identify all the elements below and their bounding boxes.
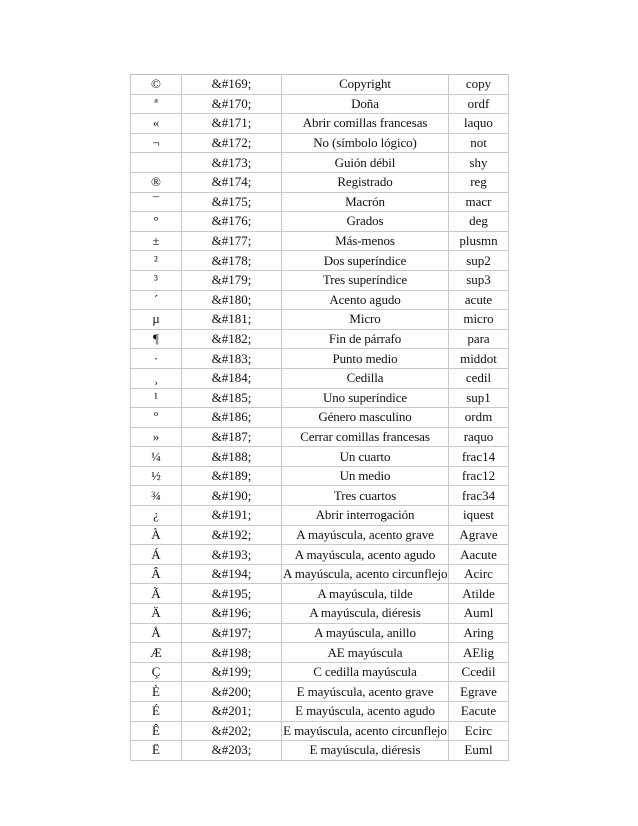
numeric-code-cell: &#174; xyxy=(182,172,282,192)
table-row xyxy=(131,251,509,271)
character-cell: Ä xyxy=(131,604,182,624)
description-cell: Cerrar comillas francesas xyxy=(282,427,449,447)
description-cell: C cedilla mayúscula xyxy=(282,662,449,682)
numeric-code-cell: &#176; xyxy=(182,212,282,232)
table-row xyxy=(131,486,509,506)
description-cell: AE mayúscula xyxy=(282,643,449,663)
character-cell: Â xyxy=(131,564,182,584)
character-cell: ¶ xyxy=(131,329,182,349)
entity-name-cell: Acirc xyxy=(449,564,509,584)
character-cell: ¹ xyxy=(131,388,182,408)
description-cell: Cedilla xyxy=(282,368,449,388)
description-cell: Registrado xyxy=(282,172,449,192)
table-row xyxy=(131,604,509,624)
entity-name-cell: Aring xyxy=(449,623,509,643)
table-row xyxy=(131,153,509,173)
table-row xyxy=(131,525,509,545)
character-cell: ³ xyxy=(131,270,182,290)
entity-name-cell: plusmn xyxy=(449,231,509,251)
table-row xyxy=(131,427,509,447)
table-row xyxy=(131,172,509,192)
description-cell: A mayúscula, acento grave xyxy=(282,525,449,545)
character-cell: ¾ xyxy=(131,486,182,506)
description-cell: E mayúscula, acento grave xyxy=(282,682,449,702)
numeric-code-cell: &#175; xyxy=(182,192,282,212)
numeric-code-cell: &#178; xyxy=(182,251,282,271)
numeric-code-cell: &#202; xyxy=(182,721,282,741)
entity-name-cell: Atilde xyxy=(449,584,509,604)
character-cell: ¬ xyxy=(131,133,182,153)
table-row xyxy=(131,290,509,310)
character-cell: » xyxy=(131,427,182,447)
numeric-code-cell: &#188; xyxy=(182,447,282,467)
character-cell: Ç xyxy=(131,662,182,682)
entity-name-cell: cedil xyxy=(449,368,509,388)
numeric-code-cell: &#179; xyxy=(182,270,282,290)
entity-name-cell: copy xyxy=(449,75,509,95)
table-row xyxy=(131,643,509,663)
description-cell: Género masculino xyxy=(282,408,449,428)
numeric-code-cell: &#181; xyxy=(182,310,282,330)
numeric-code-cell: &#177; xyxy=(182,231,282,251)
numeric-code-cell: &#189; xyxy=(182,466,282,486)
numeric-code-cell: &#183; xyxy=(182,349,282,369)
table-row xyxy=(131,564,509,584)
character-cell xyxy=(131,153,182,173)
description-cell: E mayúscula, acento agudo xyxy=(282,702,449,722)
description-cell: E mayúscula, acento circunflejo xyxy=(282,721,449,741)
description-cell: Macrón xyxy=(282,192,449,212)
numeric-code-cell: &#191; xyxy=(182,506,282,526)
table-row xyxy=(131,447,509,467)
table-row xyxy=(131,623,509,643)
table-row xyxy=(131,368,509,388)
character-cell: º xyxy=(131,408,182,428)
description-cell: Punto medio xyxy=(282,349,449,369)
table-row xyxy=(131,329,509,349)
character-cell: ¸ xyxy=(131,368,182,388)
numeric-code-cell: &#192; xyxy=(182,525,282,545)
numeric-code-cell: &#198; xyxy=(182,643,282,663)
table-row xyxy=(131,114,509,134)
description-cell: Un medio xyxy=(282,466,449,486)
character-cell: ½ xyxy=(131,466,182,486)
numeric-code-cell: &#203; xyxy=(182,741,282,761)
numeric-code-cell: &#193; xyxy=(182,545,282,565)
entity-name-cell: middot xyxy=(449,349,509,369)
table-row xyxy=(131,94,509,114)
numeric-code-cell: &#197; xyxy=(182,623,282,643)
entity-name-cell: Euml xyxy=(449,741,509,761)
entity-name-cell: shy xyxy=(449,153,509,173)
numeric-code-cell: &#196; xyxy=(182,604,282,624)
character-cell: © xyxy=(131,75,182,95)
description-cell: Abrir interrogación xyxy=(282,506,449,526)
entity-name-cell: AElig xyxy=(449,643,509,663)
entity-name-cell: iquest xyxy=(449,506,509,526)
numeric-code-cell: &#182; xyxy=(182,329,282,349)
table-row xyxy=(131,721,509,741)
table-row xyxy=(131,408,509,428)
description-cell: E mayúscula, diéresis xyxy=(282,741,449,761)
entity-name-cell: frac34 xyxy=(449,486,509,506)
entity-name-cell: micro xyxy=(449,310,509,330)
description-cell: Dos superíndice xyxy=(282,251,449,271)
character-cell: È xyxy=(131,682,182,702)
numeric-code-cell: &#194; xyxy=(182,564,282,584)
description-cell: Doña xyxy=(282,94,449,114)
html-entities-table xyxy=(130,74,509,761)
character-cell: Ê xyxy=(131,721,182,741)
numeric-code-cell: &#170; xyxy=(182,94,282,114)
table-row xyxy=(131,192,509,212)
description-cell: A mayúscula, diéresis xyxy=(282,604,449,624)
numeric-code-cell: &#190; xyxy=(182,486,282,506)
table-row xyxy=(131,682,509,702)
description-cell: Un cuarto xyxy=(282,447,449,467)
table-row xyxy=(131,231,509,251)
character-cell: µ xyxy=(131,310,182,330)
numeric-code-cell: &#195; xyxy=(182,584,282,604)
table-row xyxy=(131,270,509,290)
description-cell: Micro xyxy=(282,310,449,330)
description-cell: Guión débil xyxy=(282,153,449,173)
entity-name-cell: Ecirc xyxy=(449,721,509,741)
table-row xyxy=(131,212,509,232)
character-cell: ¿ xyxy=(131,506,182,526)
entity-name-cell: Auml xyxy=(449,604,509,624)
description-cell: Grados xyxy=(282,212,449,232)
description-cell: Más-menos xyxy=(282,231,449,251)
numeric-code-cell: &#184; xyxy=(182,368,282,388)
entity-name-cell: ordm xyxy=(449,408,509,428)
table-row xyxy=(131,702,509,722)
entity-name-cell: frac14 xyxy=(449,447,509,467)
numeric-code-cell: &#187; xyxy=(182,427,282,447)
character-cell: Ã xyxy=(131,584,182,604)
description-cell: Acento agudo xyxy=(282,290,449,310)
character-cell: Ë xyxy=(131,741,182,761)
description-cell: Tres cuartos xyxy=(282,486,449,506)
numeric-code-cell: &#186; xyxy=(182,408,282,428)
character-cell: Æ xyxy=(131,643,182,663)
numeric-code-cell: &#185; xyxy=(182,388,282,408)
character-cell: « xyxy=(131,114,182,134)
character-cell: ª xyxy=(131,94,182,114)
numeric-code-cell: &#201; xyxy=(182,702,282,722)
entity-name-cell: Eacute xyxy=(449,702,509,722)
table-row xyxy=(131,466,509,486)
description-cell: No (símbolo lógico) xyxy=(282,133,449,153)
entity-name-cell: sup1 xyxy=(449,388,509,408)
entity-name-cell: not xyxy=(449,133,509,153)
entity-name-cell: deg xyxy=(449,212,509,232)
character-cell: ® xyxy=(131,172,182,192)
entity-name-cell: sup2 xyxy=(449,251,509,271)
character-cell: É xyxy=(131,702,182,722)
entity-name-cell: macr xyxy=(449,192,509,212)
numeric-code-cell: &#200; xyxy=(182,682,282,702)
entity-name-cell: raquo xyxy=(449,427,509,447)
description-cell: A mayúscula, acento agudo xyxy=(282,545,449,565)
character-cell: ± xyxy=(131,231,182,251)
character-cell: À xyxy=(131,525,182,545)
entity-name-cell: laquo xyxy=(449,114,509,134)
character-cell: Á xyxy=(131,545,182,565)
description-cell: Tres superíndice xyxy=(282,270,449,290)
entity-name-cell: Egrave xyxy=(449,682,509,702)
description-cell: Fin de párrafo xyxy=(282,329,449,349)
table-row xyxy=(131,741,509,761)
description-cell: Abrir comillas francesas xyxy=(282,114,449,134)
table-row xyxy=(131,349,509,369)
table-body xyxy=(131,75,509,761)
description-cell: A mayúscula, tilde xyxy=(282,584,449,604)
description-cell: Copyright xyxy=(282,75,449,95)
table-row xyxy=(131,545,509,565)
description-cell: A mayúscula, acento circunflejo xyxy=(282,564,449,584)
entity-name-cell: Ccedil xyxy=(449,662,509,682)
character-cell: · xyxy=(131,349,182,369)
numeric-code-cell: &#180; xyxy=(182,290,282,310)
entity-name-cell: frac12 xyxy=(449,466,509,486)
table-row xyxy=(131,506,509,526)
character-cell: ¯ xyxy=(131,192,182,212)
entity-name-cell: sup3 xyxy=(449,270,509,290)
table-row xyxy=(131,75,509,95)
character-cell: ² xyxy=(131,251,182,271)
numeric-code-cell: &#173; xyxy=(182,153,282,173)
character-cell: Å xyxy=(131,623,182,643)
entity-name-cell: para xyxy=(449,329,509,349)
description-cell: Uno superíndice xyxy=(282,388,449,408)
table-row xyxy=(131,388,509,408)
description-cell: A mayúscula, anillo xyxy=(282,623,449,643)
character-cell: ° xyxy=(131,212,182,232)
numeric-code-cell: &#172; xyxy=(182,133,282,153)
table-row xyxy=(131,662,509,682)
character-cell: ´ xyxy=(131,290,182,310)
numeric-code-cell: &#199; xyxy=(182,662,282,682)
table-row xyxy=(131,584,509,604)
entity-name-cell: Aacute xyxy=(449,545,509,565)
table-row xyxy=(131,310,509,330)
entity-name-cell: Agrave xyxy=(449,525,509,545)
numeric-code-cell: &#171; xyxy=(182,114,282,134)
entity-name-cell: acute xyxy=(449,290,509,310)
numeric-code-cell: &#169; xyxy=(182,75,282,95)
character-cell: ¼ xyxy=(131,447,182,467)
table-row xyxy=(131,133,509,153)
entity-name-cell: ordf xyxy=(449,94,509,114)
entity-name-cell: reg xyxy=(449,172,509,192)
